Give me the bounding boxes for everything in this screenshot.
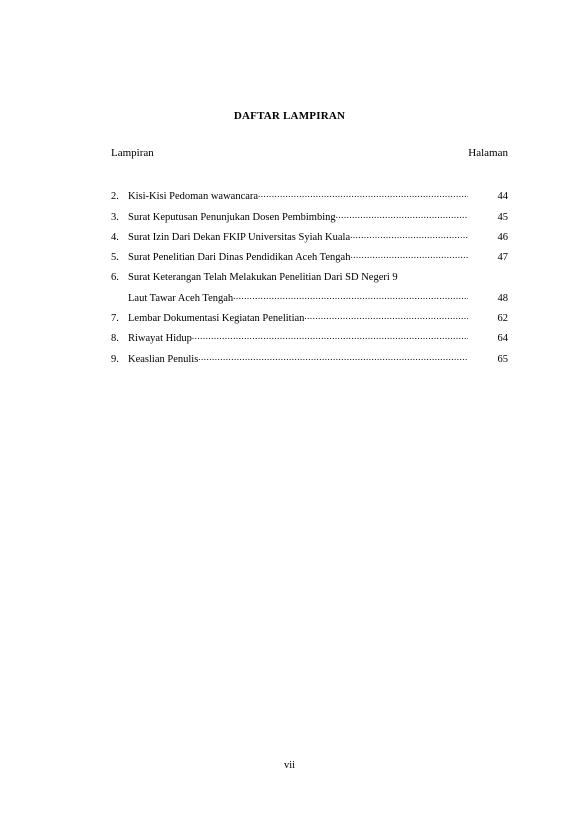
dot-leader (192, 330, 468, 343)
appendix-list (111, 183, 508, 366)
entry-number: 7. (111, 313, 119, 325)
entry-page: 45 (497, 211, 508, 223)
entry-page: 62 (497, 313, 508, 325)
entry-title: Surat Izin Dari Dekan FKIP Universitas Syiah Kuala (128, 231, 351, 243)
list-item (111, 345, 508, 365)
dot-leader (304, 310, 468, 323)
entry-title: Surat Keterangan Telah Melakukan Penelitian Dari SD Negeri 9 (128, 272, 398, 284)
entry-page: 64 (497, 333, 508, 345)
entry-title: Surat Penelitian Dari Dinas Pendidikan Aceh Tengah (128, 252, 351, 264)
entry-number: 4. (111, 231, 119, 243)
entry-title: Surat Keputusan Penunjukan Dosen Pembimbing (128, 211, 336, 223)
entry-title: Lembar Dokumentasi Kegiatan Penelitian (128, 313, 305, 325)
dot-leader (350, 229, 468, 242)
list-item (111, 203, 508, 223)
entry-title: Riwayat Hidup (128, 333, 192, 345)
column-header-halaman: Halaman (468, 147, 508, 159)
entry-number (111, 293, 128, 305)
entry-page: 46 (497, 231, 508, 243)
list-item (111, 264, 508, 284)
dot-leader (350, 249, 468, 262)
entry-number: 8. (111, 333, 119, 345)
entry-number: 3. (111, 211, 119, 223)
column-header-lampiran: Lampiran (111, 147, 154, 159)
page-title: DAFTAR LAMPIRAN (233, 110, 346, 122)
list-item (111, 224, 508, 244)
entry-page: 47 (497, 252, 508, 264)
page-number: vii (283, 760, 296, 771)
entry-title: Kisi-Kisi Pedoman wawancara (128, 191, 259, 203)
entry-number: 6. (111, 272, 119, 284)
dot-leader (336, 209, 468, 222)
entry-title: Keaslian Penulis (128, 353, 199, 365)
dot-leader (198, 351, 468, 364)
entry-number: 5. (111, 252, 119, 264)
entry-page: 48 (497, 292, 508, 304)
list-item (111, 305, 508, 325)
dot-leader (233, 290, 468, 303)
entry-page: 44 (497, 191, 508, 203)
dot-leader (258, 188, 468, 201)
list-item (111, 183, 508, 203)
entry-number: 9. (111, 353, 119, 365)
list-item (111, 244, 508, 264)
list-item (111, 284, 508, 304)
list-item (111, 325, 508, 345)
entry-page: 65 (497, 353, 508, 365)
entry-number: 2. (111, 191, 119, 203)
entry-title: Laut Tawar Aceh Tengah (128, 292, 234, 304)
